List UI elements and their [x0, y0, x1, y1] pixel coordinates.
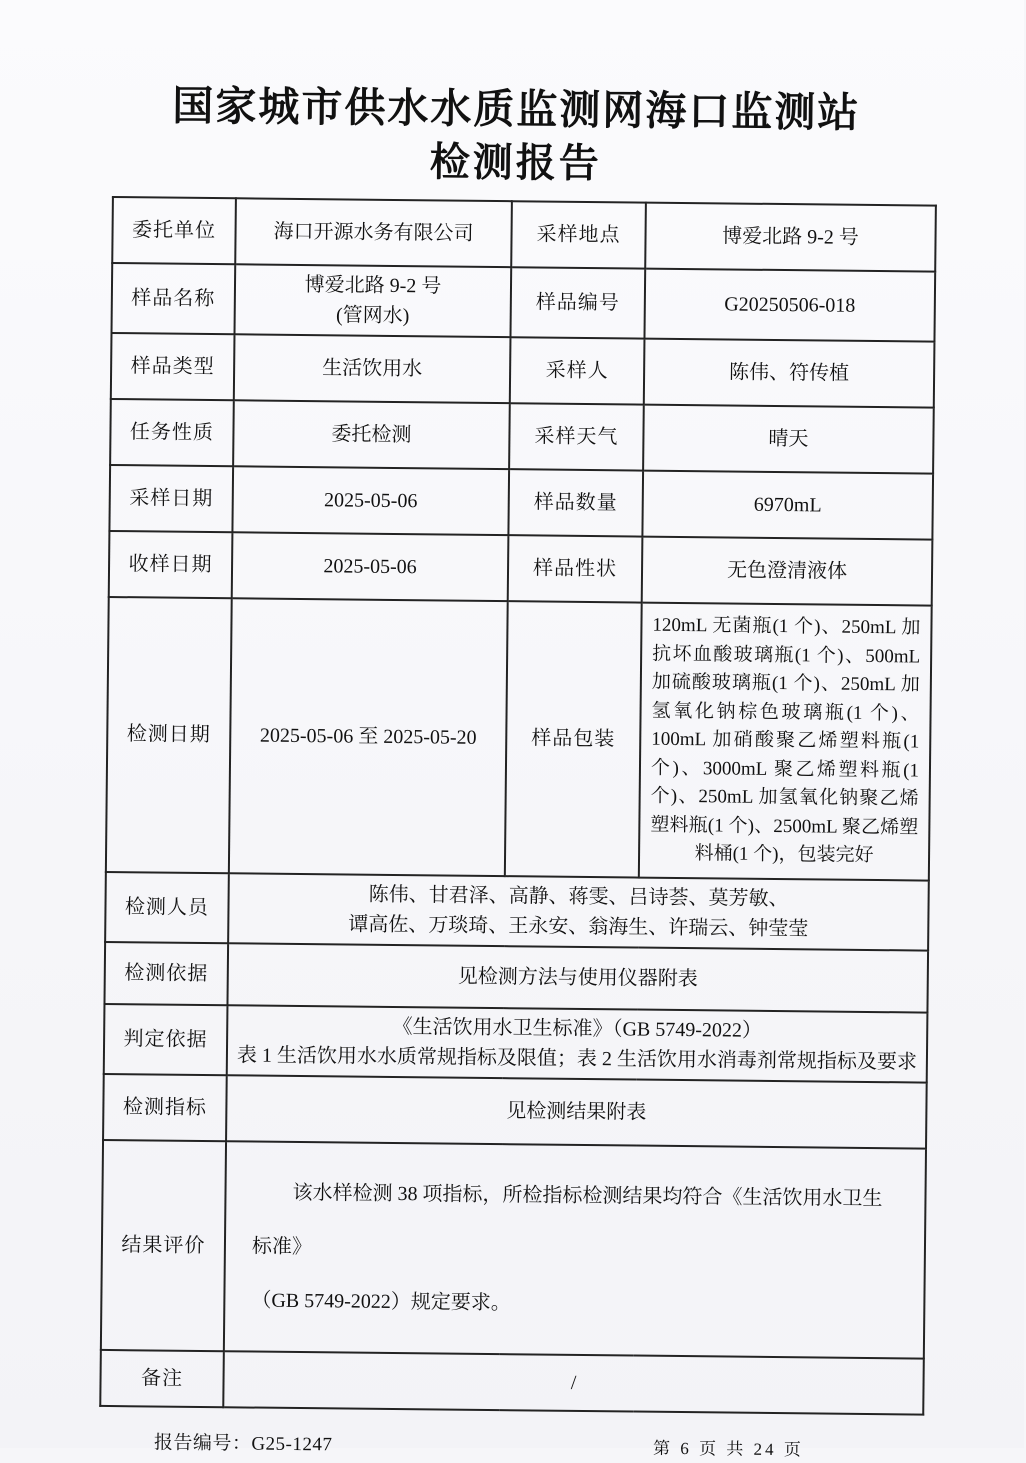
- report-header: [104, 0, 929, 195]
- result-evaluation-value: [224, 1141, 926, 1358]
- sampling-location-value: 博爱北路 9-2 号: [645, 203, 936, 272]
- sample-name-value: [234, 264, 511, 337]
- task-nature-value: 委托检测: [233, 400, 510, 469]
- test-indicators-label: 检测指标: [103, 1073, 227, 1140]
- client-name-value: 海口开源水务有限公司: [235, 198, 512, 267]
- test-personnel-label: 检测人员: [105, 871, 229, 942]
- result-evaluation-line1: 该水样检测 38 项指标，所检指标检测结果均符合《生活饮用水卫生标准》: [251, 1181, 883, 1258]
- packaging-label: 样品包装: [505, 601, 642, 877]
- test-basis-value: 见检测方法与使用仪器附表: [227, 943, 928, 1012]
- test-basis-label: 检测依据: [104, 941, 228, 1004]
- weather-label: 采样天气: [509, 403, 644, 470]
- task-nature-label: 任务性质: [110, 399, 234, 466]
- sampler-label: 采样人: [510, 337, 645, 404]
- test-date-value: 2025-05-06 至 2025-05-20: [229, 598, 508, 875]
- report-number-label: 报告编号：: [153, 1432, 252, 1455]
- table-row-result-evaluation: [101, 1139, 926, 1358]
- receipt-date-label: 收样日期: [109, 531, 233, 598]
- table-row-remarks: [100, 1349, 924, 1414]
- sample-name-line2: (管网水): [335, 304, 410, 328]
- test-personnel-line1: 陈伟、甘君泽、高静、蒋雯、吕诗荟、莫芳敏、: [368, 883, 789, 910]
- judgment-basis-label: 判定依据: [104, 1003, 228, 1074]
- report-subtitle: 检测报告: [429, 139, 603, 187]
- sample-type-label: 样品类型: [111, 333, 235, 400]
- table-row-test-date: [106, 597, 932, 880]
- result-evaluation-line2: （GB 5749-2022）规定要求。: [251, 1289, 511, 1314]
- sampling-location-label: 采样地点: [511, 201, 646, 268]
- sample-quantity-value: 6970mL: [642, 471, 933, 540]
- sample-quantity-label: 样品数量: [508, 469, 643, 536]
- sample-type-value: 生活饮用水: [234, 334, 511, 403]
- test-personnel-value: [228, 873, 929, 950]
- table-row-sample-name: [112, 263, 936, 342]
- report-number-value: G25-1247: [251, 1433, 333, 1455]
- report-title: 国家城市供水水质监测网海口监测站: [172, 82, 861, 136]
- judgment-basis-value: [227, 1005, 928, 1082]
- test-date-label: 检测日期: [106, 597, 232, 873]
- table-row-test-personnel: [105, 871, 929, 950]
- receipt-date-value: 2025-05-06: [232, 532, 509, 601]
- packaging-value: 120mL 无菌瓶(1 个)、250mL 加抗坏血酸玻璃瓶(1 个)、500mL 加硫酸玻璃瓶(1 个)、250mL 加氢氧化钠棕色玻璃瓶(1 个)、100mL 加硝酸聚乙烯塑料瓶(1 个)、3000mL 聚乙烯塑料瓶(1 个)、250mL 加氢氧化钠聚乙烯塑料瓶(1 个)、2500mL 聚乙烯塑料桶(1 个)，包装完好: [639, 603, 932, 881]
- table-row-test-indicators: [103, 1073, 927, 1148]
- sampling-date-value: 2025-05-06: [232, 466, 509, 535]
- client-name-label: 委托单位: [112, 197, 236, 264]
- sample-no-value: G20250506-018: [644, 269, 935, 342]
- sample-name-label: 样品名称: [112, 263, 236, 334]
- judgment-basis-line2: 表 1 生活饮用水水质常规指标及限值；表 2 生活饮用水消毒剂常规指标及要求: [236, 1043, 918, 1073]
- test-indicators-value: 见检测结果附表: [226, 1075, 927, 1148]
- table-row-receipt-date: [109, 531, 933, 606]
- report-number: [154, 1427, 333, 1456]
- sampling-date-label: 采样日期: [109, 465, 233, 532]
- test-personnel-line2: 谭高佐、万琰琦、王永安、翁海生、许瑞云、钟莹莹: [348, 913, 809, 940]
- remarks-value: /: [223, 1351, 924, 1414]
- table-row-test-basis: [104, 941, 928, 1012]
- result-evaluation-label: 结果评价: [101, 1139, 226, 1350]
- table-row-client: [112, 197, 936, 272]
- sample-name-line1: 博爱北路 9-2 号: [304, 274, 442, 298]
- sample-appearance-value: 无色澄清液体: [642, 537, 933, 606]
- remarks-label: 备注: [100, 1349, 224, 1406]
- table-row-judgment-basis: [104, 1003, 928, 1082]
- judgment-basis-line1: 《生活饮用水卫生标准》（GB 5749-2022）: [392, 1015, 763, 1042]
- table-row-sampling-date: [109, 465, 933, 540]
- sampler-value: 陈伟、符传植: [644, 339, 935, 408]
- page-indicator: 第 6 页 共 24 页: [653, 1438, 804, 1459]
- table-row-task-nature: [110, 399, 934, 474]
- sample-appearance-label: 样品性状: [508, 535, 643, 602]
- report-footer: [99, 1426, 922, 1462]
- weather-value: 晴天: [643, 405, 934, 474]
- sample-no-label: 样品编号: [510, 267, 645, 338]
- table-row-sample-type: [111, 333, 935, 408]
- report-info-table: [99, 196, 937, 1415]
